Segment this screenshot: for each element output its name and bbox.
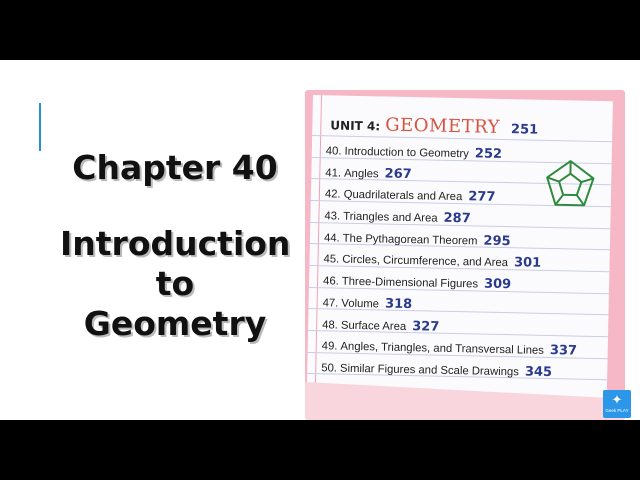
presentation-slide (0, 60, 640, 420)
chapter-number: 47. (322, 297, 339, 310)
chapter-name: Three-Dimensional Figures (341, 275, 479, 291)
letterbox-top (0, 0, 640, 60)
chapter-title-line: to Geometry (83, 264, 267, 343)
page-number: 301 (513, 255, 542, 272)
textbook-contents-image (305, 90, 625, 420)
chapter-title-line: Introduction (60, 224, 291, 263)
channel-logo (603, 390, 631, 418)
chapter-name: Angles (343, 167, 379, 181)
chapter-number: 45. (323, 253, 340, 267)
page-number: 287 (443, 210, 471, 227)
slide-title (60, 148, 290, 344)
chapter-number: 46. (322, 275, 339, 288)
notebook-page (306, 95, 613, 420)
chapter-name: Volume (341, 297, 380, 311)
bird-icon: ✦ (611, 392, 623, 407)
chapter-name: Circles, Circumference, and Area (342, 254, 509, 270)
unit-page: 251 (510, 122, 539, 138)
chapter-name: The Pythagorean Theorem (342, 232, 478, 248)
chapter-number: 44. (323, 232, 340, 245)
contents-list (321, 140, 581, 384)
chapter-number: 48. (322, 318, 339, 332)
unit-heading (330, 113, 538, 138)
page-number: 267 (384, 166, 412, 182)
contents-item (321, 357, 577, 384)
page-number: 318 (384, 296, 413, 312)
chapter-number: 41. (325, 166, 342, 180)
chapter-number: 43. (324, 210, 341, 223)
letterbox-bottom (0, 420, 640, 480)
chapter-number: 49. (321, 340, 338, 353)
chapter-name: Angles, Triangles, and Transversal Lines (340, 340, 545, 358)
unit-label: UNIT 4: (330, 118, 381, 134)
chapter-name: Similar Figures and Scale Drawings (339, 362, 520, 379)
chapter-name: Quadrilaterals and Area (343, 189, 463, 204)
logo-text: Geek PLAY (605, 408, 629, 413)
chapter-name: Introduction to Geometry (344, 145, 469, 161)
accent-line (39, 103, 41, 151)
chapter-name: Surface Area (340, 319, 407, 333)
chapter-number: 42. (324, 188, 341, 201)
page-number: 277 (468, 189, 496, 206)
page-number: 309 (483, 276, 512, 293)
page-number: 295 (483, 233, 511, 249)
page-number: 327 (412, 318, 440, 335)
dodecahedron-icon (543, 158, 598, 213)
unit-title: GEOMETRY (385, 114, 501, 138)
page-number: 345 (524, 364, 553, 380)
chapter-number: 50. (321, 362, 338, 375)
chapter-heading: Chapter 40 (72, 148, 278, 187)
chapter-number: 40. (325, 145, 342, 158)
page-number: 252 (474, 146, 503, 162)
chapter-name: Triangles and Area (343, 210, 438, 225)
page-number: 337 (549, 343, 578, 359)
